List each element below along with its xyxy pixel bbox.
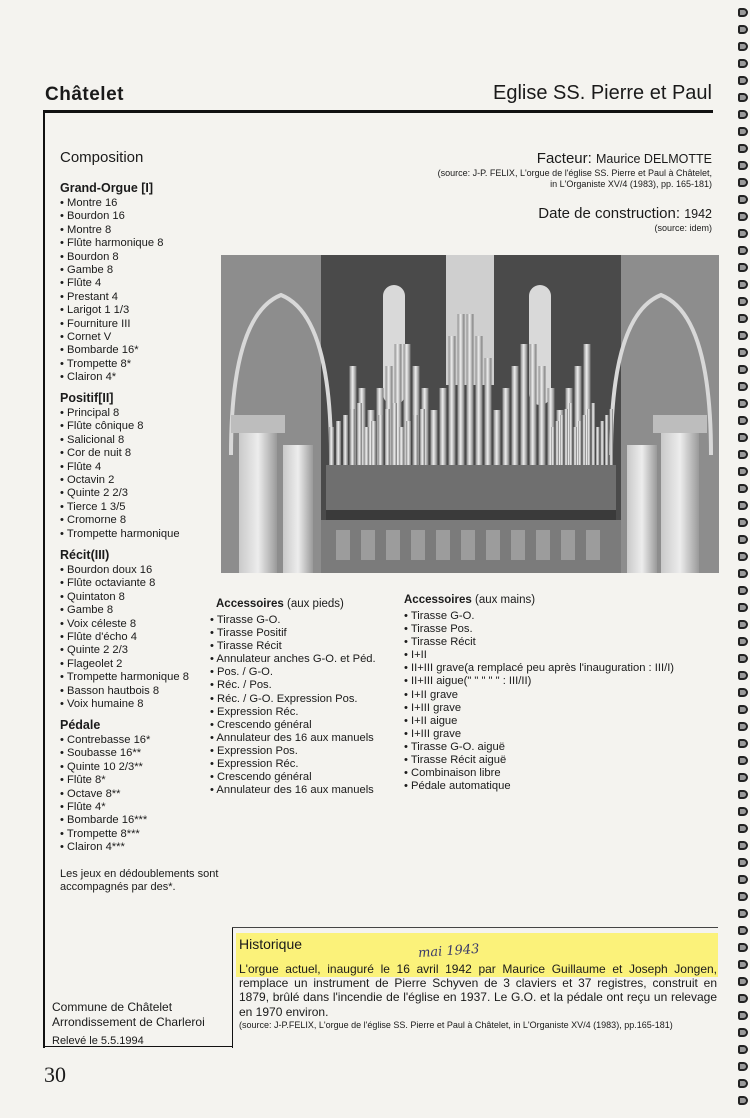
organ-photo-illustration: [221, 255, 719, 573]
binding-ring: [738, 892, 748, 901]
list-item: • Tirasse Récit: [404, 636, 674, 649]
list-item: • I+II grave: [404, 689, 674, 702]
binding-ring: [738, 178, 748, 187]
list-item: • Montre 8: [60, 224, 163, 237]
list-item: • Trompette 8*: [60, 358, 163, 371]
list-item: • Réc. / Pos.: [210, 679, 376, 692]
binding-ring: [738, 688, 748, 697]
list-item: • Clairon 4***: [60, 841, 150, 854]
historique-title: Historique: [239, 936, 303, 952]
list-item: • Tierce 1 3/5: [60, 501, 180, 514]
binding-ring: [738, 603, 748, 612]
list-item: • Crescendo général: [210, 771, 376, 784]
list-item: • Flageolet 2: [60, 658, 189, 671]
accessoires-title-text: Accessoires: [216, 598, 284, 610]
list-item: • Voix humaine 8: [60, 698, 189, 711]
list-item: • Voix céleste 8: [60, 618, 189, 631]
historique-left-rule: [232, 928, 233, 1048]
binding-ring: [738, 416, 748, 425]
facteur-label: Facteur:: [536, 150, 592, 167]
list-item: • Flûte octaviante 8: [60, 577, 189, 590]
construction-label: Date de construction:: [538, 205, 681, 222]
section-title: Récit(III): [60, 548, 110, 562]
binding-ring: [738, 705, 748, 714]
stop-list: [60, 407, 180, 541]
binding-ring: [738, 1028, 748, 1037]
binding-ring: [738, 994, 748, 1003]
stop-list: [60, 197, 163, 385]
accessoires-mains-list: [404, 610, 674, 793]
binding-ring: [738, 841, 748, 850]
list-item: • Flûte cônique 8: [60, 420, 180, 433]
list-item: • Octave 8**: [60, 788, 150, 801]
accessoires-mains-title: [404, 594, 535, 606]
list-item: • Principal 8: [60, 407, 180, 420]
page-number: 30: [44, 1062, 66, 1087]
commune-name: Commune de Châtelet: [52, 1000, 173, 1014]
list-item: • Tirasse G-O. aiguë: [404, 741, 674, 754]
list-item: • Expression Pos.: [210, 745, 376, 758]
binding-ring: [738, 552, 748, 561]
binding-ring: [738, 195, 748, 204]
binding-ring: [738, 399, 748, 408]
list-item: • Basson hautbois 8: [60, 685, 189, 698]
list-item: • Bombarde 16*: [60, 344, 163, 357]
accessoires-pieds-list: [210, 614, 376, 797]
organ-photo: [221, 255, 719, 573]
list-item: • Gambe 8: [60, 264, 163, 277]
binding-ring: [738, 8, 748, 17]
list-item: • I+III grave: [404, 728, 674, 741]
releve-date: Relevé le 5.5.1994: [52, 1035, 144, 1047]
list-item: • Pos. / G-O.: [210, 666, 376, 679]
section-title: Pédale: [60, 718, 101, 732]
binding-ring: [738, 314, 748, 323]
binding-ring: [738, 348, 748, 357]
list-item: • Tirasse G-O.: [210, 614, 376, 627]
list-item: • Bombarde 16***: [60, 814, 150, 827]
binding-ring: [738, 42, 748, 51]
binding-ring: [738, 1045, 748, 1054]
list-item: • Flûte 4*: [60, 801, 150, 814]
list-item: • Gambe 8: [60, 604, 189, 617]
binding-ring: [738, 790, 748, 799]
binding-ring: [738, 637, 748, 646]
list-item: • Bourdon 8: [60, 251, 163, 264]
list-item: • Flûte 4: [60, 461, 180, 474]
list-item: • Crescendo général: [210, 719, 376, 732]
list-item: • Montre 16: [60, 197, 163, 210]
binding-ring: [738, 671, 748, 680]
list-item: • Tirasse Récit: [210, 640, 376, 653]
list-item: • Larigot 1 1/3: [60, 304, 163, 317]
binding-ring: [738, 263, 748, 272]
list-item: • Prestant 4: [60, 291, 163, 304]
binding-ring: [738, 1062, 748, 1071]
binding-ring: [738, 433, 748, 442]
list-item: • Trompette 8***: [60, 828, 150, 841]
list-item: • Réc. / G-O. Expression Pos.: [210, 693, 376, 706]
binding-ring: [738, 331, 748, 340]
binding-ring: [738, 807, 748, 816]
list-item: • Annulateur des 16 aux manuels: [210, 732, 376, 745]
construction-line: [538, 205, 712, 222]
accessoires-subtitle: (aux pieds): [286, 598, 344, 610]
binding-ring: [738, 161, 748, 170]
facteur-source-line: (source: J-P. FELIX, L'orgue de l'église SS. Pierre et Paul à Châtelet,: [437, 168, 712, 178]
facteur-name: Maurice DELMOTTE: [596, 152, 712, 166]
binding-ring: [738, 25, 748, 34]
binding-ring: [738, 297, 748, 306]
historique-rule: [232, 927, 718, 928]
list-item: • Tirasse Récit aiguë: [404, 754, 674, 767]
binding-ring: [738, 280, 748, 289]
handwritten-annotation: mai 1943: [417, 941, 480, 962]
binding-ring: [738, 722, 748, 731]
accessoires-title-text: Accessoires: [404, 594, 472, 606]
binding-ring: [738, 1096, 748, 1105]
composition-title: Composition: [60, 149, 144, 166]
binding-ring: [738, 501, 748, 510]
binding-ring: [738, 484, 748, 493]
list-item: • Quinte 2 2/3: [60, 644, 189, 657]
list-item: • Flûte 8*: [60, 774, 150, 787]
list-item: • Cornet V: [60, 331, 163, 344]
location-title: Châtelet: [45, 84, 124, 105]
binding-ring: [738, 909, 748, 918]
arrondissement-name: Arrondissement de Charleroi: [52, 1014, 205, 1029]
binding-ring: [738, 977, 748, 986]
list-item: • Contrebasse 16*: [60, 734, 150, 747]
footnote: Les jeux en dédoublements sont accompagnés par des*.: [60, 868, 219, 893]
list-item: • Tirasse Positif: [210, 627, 376, 640]
binding-ring: [738, 76, 748, 85]
binding-ring: [738, 773, 748, 782]
historique-source: (source: J-P.FELIX, L'orgue de l'église SS. Pierre et Paul à Châtelet, in L'Organiste XV/4 (1983), pp.165-181): [239, 1020, 673, 1030]
binding-ring: [738, 960, 748, 969]
binding-ring: [738, 144, 748, 153]
binding-ring: [738, 450, 748, 459]
binding-ring: [738, 875, 748, 884]
list-item: • Trompette harmonique: [60, 528, 180, 541]
binding-ring: [738, 212, 748, 221]
binding-ring: [738, 654, 748, 663]
binding-ring: [738, 93, 748, 102]
list-item: • Pédale automatique: [404, 780, 674, 793]
list-item: • I+III grave: [404, 702, 674, 715]
binding-ring: [738, 1079, 748, 1088]
list-item: • Cromorne 8: [60, 514, 180, 527]
binding-ring: [738, 59, 748, 68]
list-item: • Annulateur anches G-O. et Péd.: [210, 653, 376, 666]
list-item: • Combinaison libre: [404, 767, 674, 780]
binding-ring: [738, 858, 748, 867]
commune-block: [52, 1000, 205, 1029]
spiral-binding: [736, 0, 750, 1118]
list-item: • Octavin 2: [60, 474, 180, 487]
binding-ring: [738, 824, 748, 833]
binding-ring: [738, 535, 748, 544]
facteur-source-line: in L'Organiste XV/4 (1983), pp. 165-181): [550, 179, 712, 189]
historique-text: L'orgue actuel, inauguré le 16 avril 1942 par Maurice Guillaume et Joseph Jongen, remplace un instrument de Pierre Schyven de 3 claviers et 37 registres, construit en 1879, brûlé dans l'incendie de l'église en 1937. Le G.O. et la pédale ont reçu un relevage en 1970 environ.: [239, 962, 717, 1019]
list-item: • Flûte d'écho 4: [60, 631, 189, 644]
list-item: • Expression Réc.: [210, 758, 376, 771]
list-item: • Annulateur des 16 aux manuels: [210, 784, 376, 797]
list-item: • I+II: [404, 649, 674, 662]
binding-ring: [738, 739, 748, 748]
list-item: • Trompette harmonique 8: [60, 671, 189, 684]
list-item: • Flûte 4: [60, 277, 163, 290]
list-item: • Quinte 2 2/3: [60, 487, 180, 500]
list-item: • Tirasse G-O.: [404, 610, 674, 623]
binding-ring: [738, 518, 748, 527]
list-item: • Tirasse Pos.: [404, 623, 674, 636]
accessoires-pieds-title: [216, 598, 344, 610]
list-item: • Clairon 4*: [60, 371, 163, 384]
binding-ring: [738, 926, 748, 935]
list-item: • Bourdon doux 16: [60, 564, 189, 577]
facteur-line: [537, 150, 712, 167]
list-item: • Cor de nuit 8: [60, 447, 180, 460]
facteur-source: [332, 168, 712, 190]
binding-ring: [738, 586, 748, 595]
binding-ring: [738, 246, 748, 255]
list-item: • Fourniture III: [60, 318, 163, 331]
accessoires-subtitle: (aux mains): [474, 594, 536, 606]
binding-ring: [738, 756, 748, 765]
list-item: • Salicional 8: [60, 434, 180, 447]
binding-ring: [738, 943, 748, 952]
binding-ring: [738, 110, 748, 119]
list-item: • Flûte harmonique 8: [60, 237, 163, 250]
binding-ring: [738, 365, 748, 374]
binding-ring: [738, 467, 748, 476]
binding-ring: [738, 382, 748, 391]
list-item: • Quinte 10 2/3**: [60, 761, 150, 774]
construction-source: (source: idem): [654, 223, 712, 233]
list-item: • Bourdon 16: [60, 210, 163, 223]
binding-ring: [738, 569, 748, 578]
section-title: Positif[II]: [60, 391, 114, 405]
binding-ring: [738, 1011, 748, 1020]
church-title: Eglise SS. Pierre et Paul: [493, 82, 712, 104]
section-title: Grand-Orgue [I]: [60, 181, 154, 195]
list-item: • Expression Réc.: [210, 706, 376, 719]
list-item: • II+III aigue(" " " " " : III/II): [404, 675, 674, 688]
list-item: • I+II aigue: [404, 715, 674, 728]
stop-list: [60, 734, 150, 855]
list-item: • Soubasse 16**: [60, 747, 150, 760]
binding-ring: [738, 127, 748, 136]
left-frame-rule: [43, 112, 45, 1048]
construction-year: 1942: [684, 207, 712, 221]
binding-ring: [738, 229, 748, 238]
list-item: • II+III grave(a remplacé peu après l'inauguration : III/I): [404, 662, 674, 675]
binding-ring: [738, 620, 748, 629]
header-rule: [43, 110, 713, 113]
stop-list: [60, 564, 189, 711]
list-item: • Quintaton 8: [60, 591, 189, 604]
